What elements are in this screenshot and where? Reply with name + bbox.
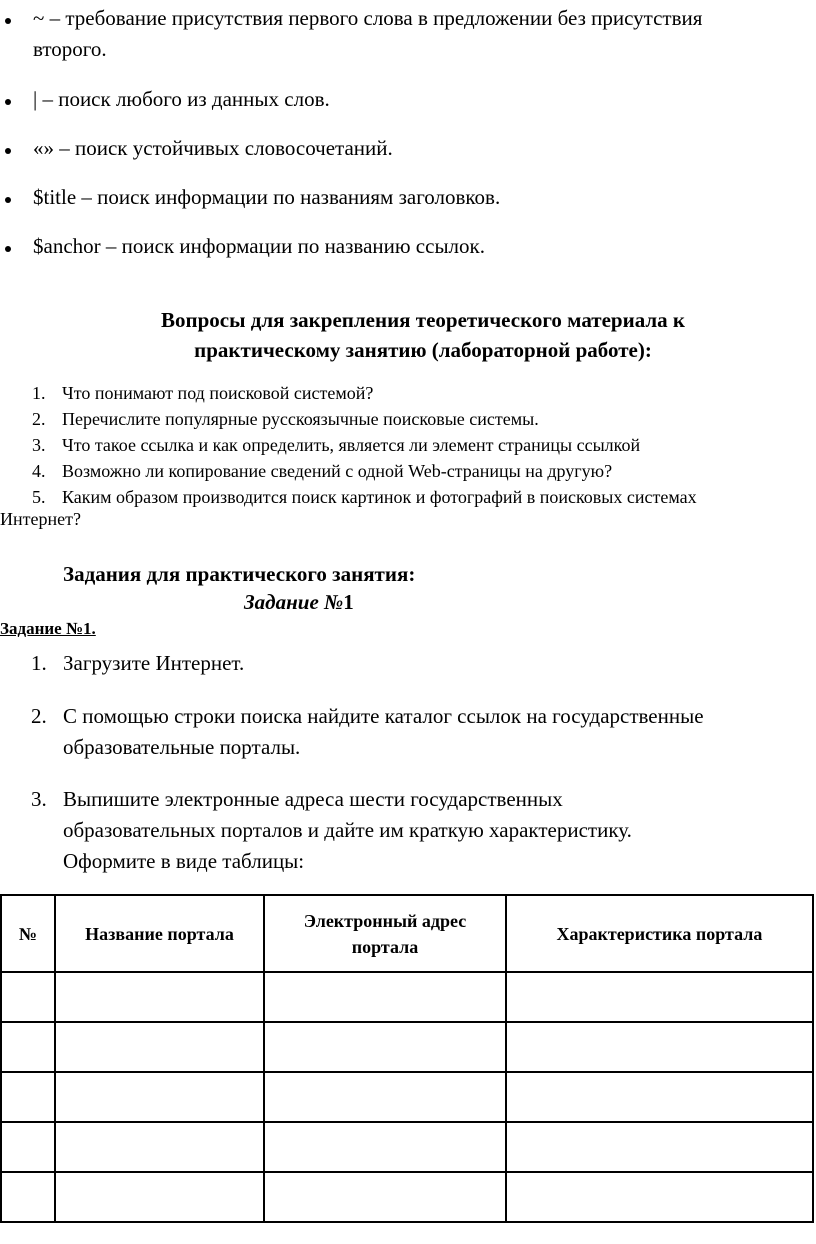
bullet-item-tilde: ~ – требование присутствия первого слова в предложении без присутствия xyxy=(33,6,703,30)
table-cell[interactable] xyxy=(264,1072,506,1122)
step-number: 1. xyxy=(31,651,47,675)
bullet-item-title: $title – поиск информации по названиям заголовков. xyxy=(33,185,501,209)
table-cell[interactable] xyxy=(264,1022,506,1072)
table-cell[interactable] xyxy=(506,1022,813,1072)
table-cell[interactable] xyxy=(264,1122,506,1172)
questions-heading-line2: практическому занятию (лабораторной работе): xyxy=(194,338,652,362)
question-text: Перечислите популярные русскоязычные поисковые системы. xyxy=(62,409,539,429)
step-text-cont: образовательных порталов и дайте им краткую характеристику. xyxy=(63,818,632,842)
table-cell[interactable] xyxy=(264,1172,506,1222)
bullet-item-quotes: «» – поиск устойчивых словосочетаний. xyxy=(33,136,393,160)
step-text-cont: образовательные порталы. xyxy=(63,735,301,759)
question-text: Что понимают под поисковой системой? xyxy=(62,383,374,403)
table-row xyxy=(1,972,813,1022)
bullet-dot xyxy=(5,197,11,203)
step-number: 2. xyxy=(31,704,47,728)
table-cell[interactable] xyxy=(55,1122,264,1172)
table-cell[interactable] xyxy=(506,1072,813,1122)
question-number: 3. xyxy=(32,435,46,455)
task-subtitle xyxy=(244,590,354,615)
table-cell[interactable] xyxy=(506,1172,813,1222)
col-header-name: Название портала xyxy=(55,895,264,972)
bullet-item-anchor: $anchor – поиск информации по названию ссылок. xyxy=(33,234,485,258)
bullet-item-pipe: | – поиск любого из данных слов. xyxy=(33,87,330,111)
table-row xyxy=(1,1022,813,1072)
tasks-heading: Задания для практического занятия: xyxy=(63,562,416,586)
question-text: Что такое ссылка и как определить, является ли элемент страницы ссылкой xyxy=(62,435,641,455)
table-cell[interactable] xyxy=(55,1072,264,1122)
task-label: Задание №1. xyxy=(0,619,96,638)
step-number: 3. xyxy=(31,787,47,811)
bullet-dot xyxy=(5,99,11,105)
bullet-dot xyxy=(5,246,11,252)
col-header-number: № xyxy=(1,895,55,972)
table-cell[interactable] xyxy=(1,1172,55,1222)
question-text: Возможно ли копирование сведений с одной Web-страницы на другую? xyxy=(62,461,613,481)
table-row xyxy=(1,1172,813,1222)
questions-heading-line1: Вопросы для закрепления теоретического материала к xyxy=(160,308,686,332)
step-text: Выпишите электронные адреса шести государственных xyxy=(63,787,563,811)
bullet-item-tilde-cont: второго. xyxy=(33,37,107,61)
table-row xyxy=(1,1072,813,1122)
question-text-cont: Интернет? xyxy=(0,509,81,529)
task-subtitle-number: 1 xyxy=(343,590,354,614)
table-cell[interactable] xyxy=(55,972,264,1022)
table-row xyxy=(1,1122,813,1172)
task-subtitle-label: Задание № xyxy=(244,590,344,614)
question-text: Каким образом производится поиск картинок и фотографий в поисковых системах xyxy=(62,487,697,507)
question-number: 5. xyxy=(32,487,46,507)
bullet-dot xyxy=(5,18,11,24)
table-cell[interactable] xyxy=(1,1122,55,1172)
question-number: 1. xyxy=(32,383,46,403)
table-cell[interactable] xyxy=(506,972,813,1022)
table-cell[interactable] xyxy=(1,972,55,1022)
step-text: С помощью строки поиска найдите каталог ссылок на государственные xyxy=(63,704,704,728)
table-cell[interactable] xyxy=(506,1122,813,1172)
col-header-address: Электронный адрес портала xyxy=(264,895,506,972)
question-number: 4. xyxy=(32,461,46,481)
table-header-row xyxy=(1,895,813,972)
table-cell[interactable] xyxy=(55,1172,264,1222)
table-cell[interactable] xyxy=(1,1072,55,1122)
col-header-description: Характеристика портала xyxy=(506,895,813,972)
portals-table xyxy=(0,894,814,1223)
table-cell[interactable] xyxy=(1,1022,55,1072)
step-text: Загрузите Интернет. xyxy=(63,651,245,675)
step-text-cont: Оформите в виде таблицы: xyxy=(63,849,305,873)
question-number: 2. xyxy=(32,409,46,429)
bullet-dot xyxy=(5,148,11,154)
table-cell[interactable] xyxy=(55,1022,264,1072)
table-cell[interactable] xyxy=(264,972,506,1022)
